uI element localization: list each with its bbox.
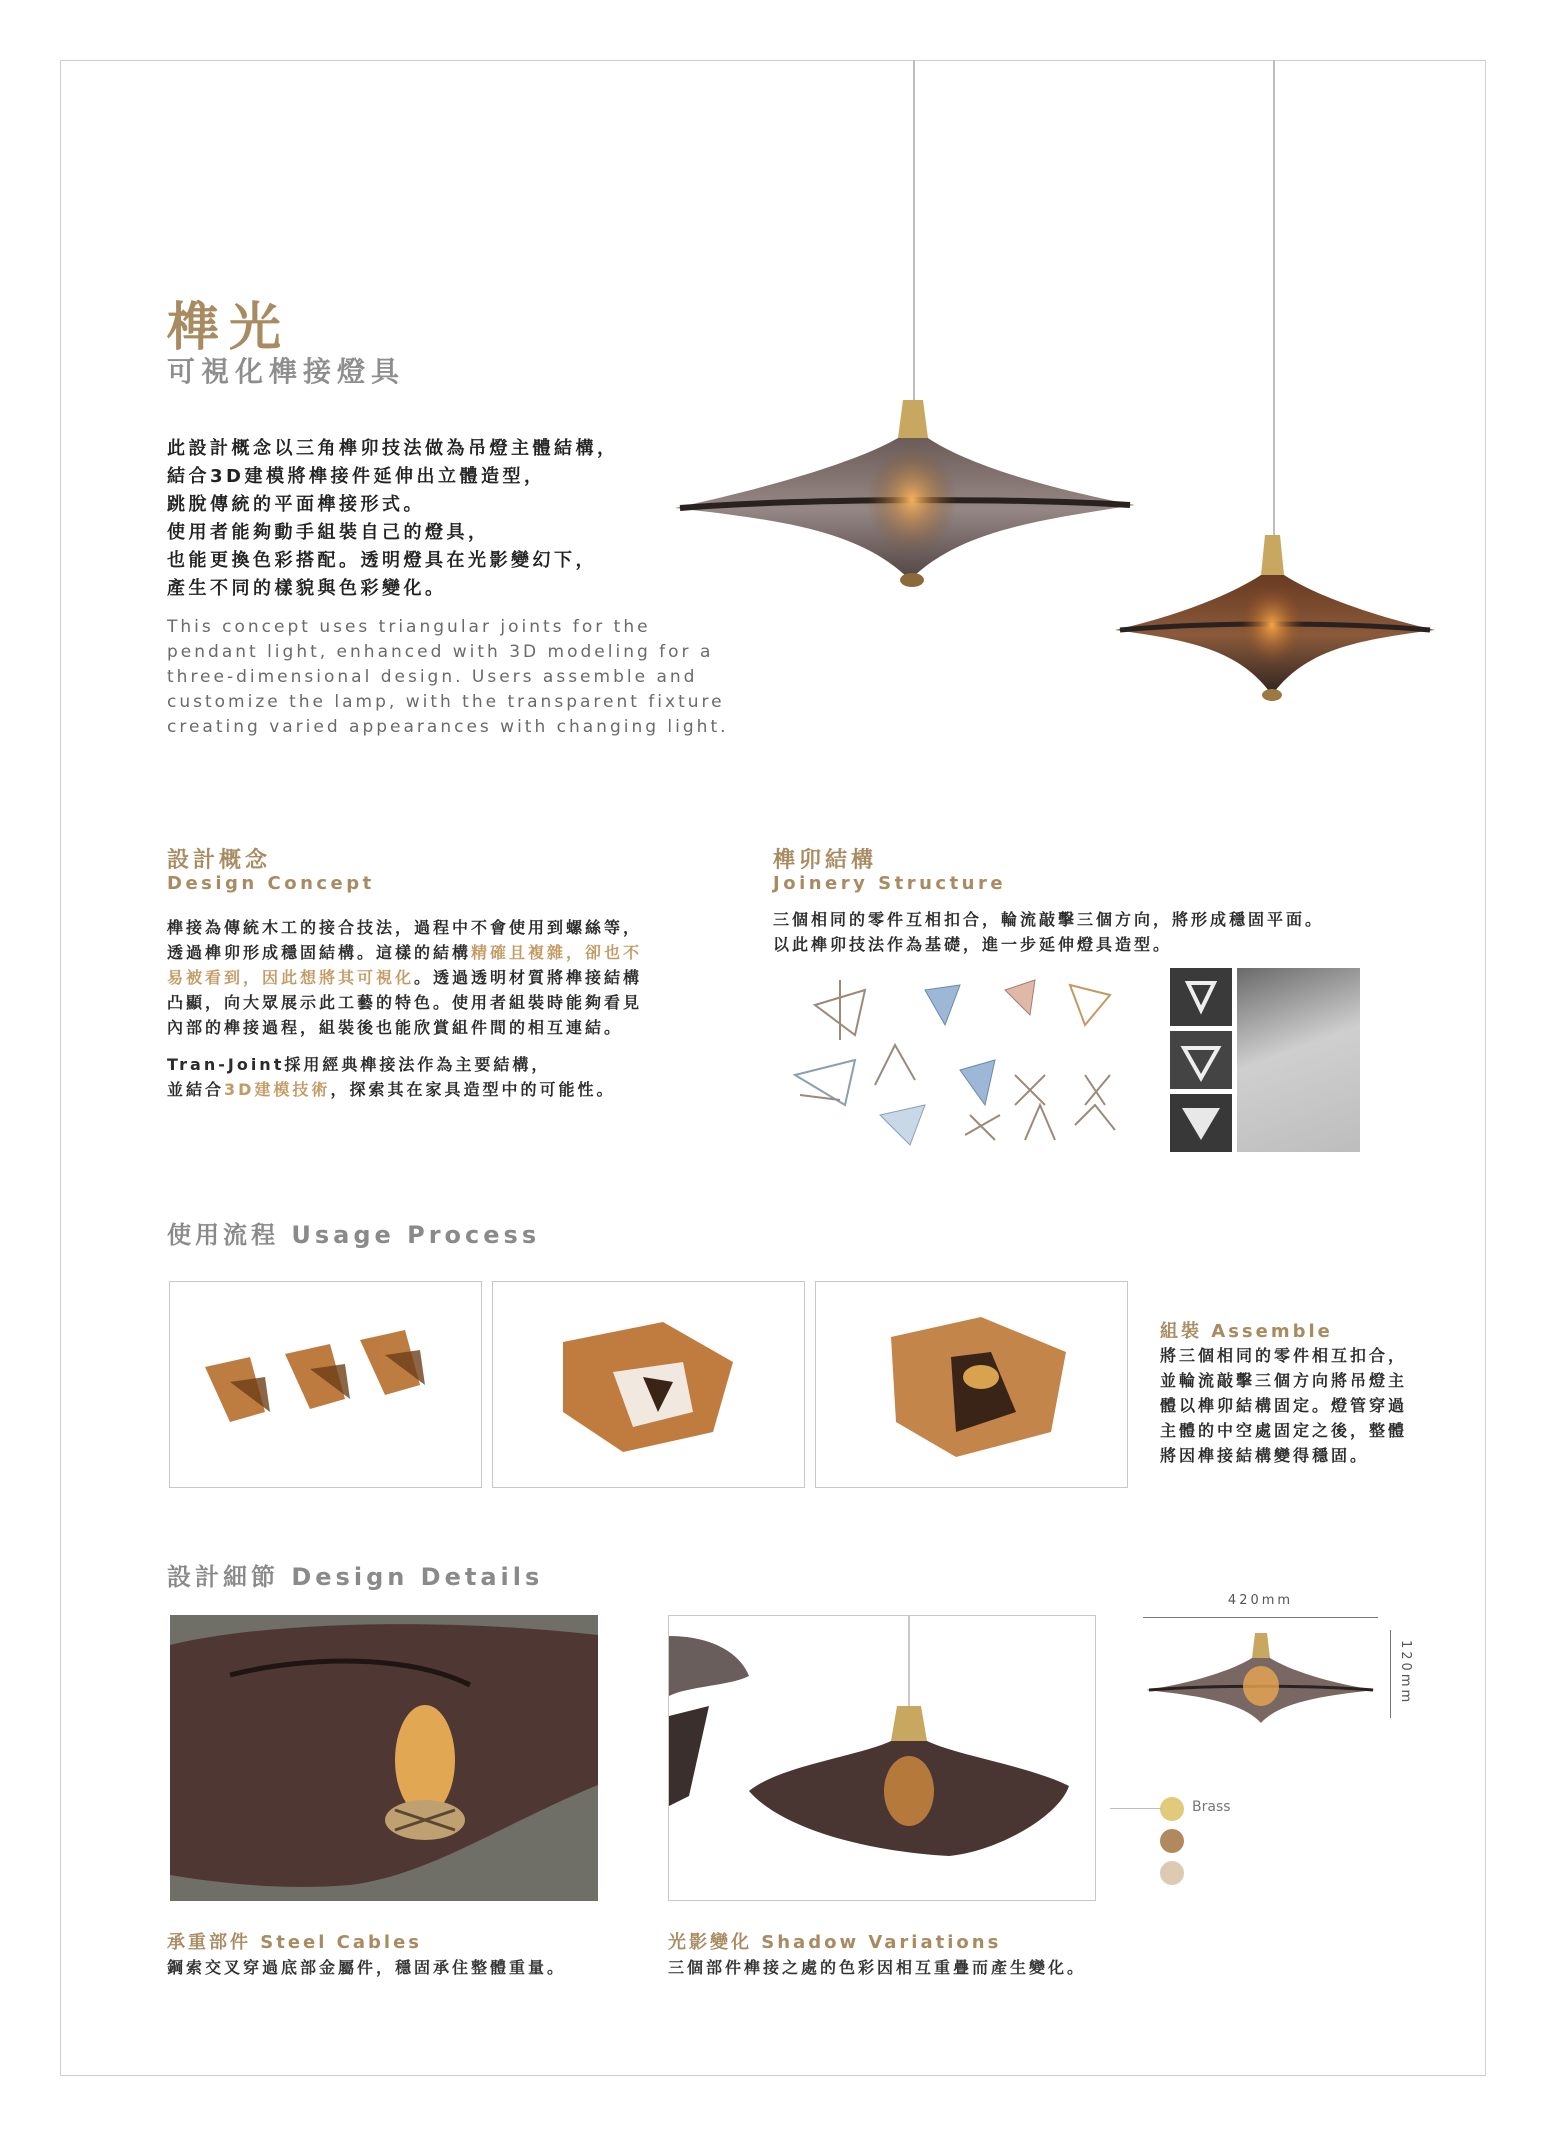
design-concept-title-en: Design Concept [167, 873, 375, 894]
joinery-title-en: Joinery Structure [773, 873, 1007, 894]
intro-zh-line: 跳脫傳統的平面榫接形式。 [167, 494, 425, 515]
intro-en-line: three-dimensional design. Users assemble and [167, 667, 698, 687]
shadow-variation-photo [668, 1615, 1096, 1901]
concept-line [167, 940, 642, 965]
assembled-illustration [816, 1282, 1128, 1488]
steel-cables-title: 承重部件 Steel Cables [167, 1932, 423, 1953]
height-dimension-line [1390, 1630, 1391, 1718]
intro-zh-line: 此設計概念以三角榫卯技法做為吊燈主體結構， [167, 438, 619, 459]
concept-line [167, 1052, 615, 1077]
intro-zh-line: 產生不同的樣貌與色彩變化。 [167, 578, 447, 599]
concept-text: ，探索其在家具造型中的可能性。 [330, 1080, 616, 1099]
joinery-prototype-photo [1237, 968, 1360, 1152]
swatch-champagne[interactable] [1160, 1861, 1184, 1885]
concept-highlight: 3D建模技術 [224, 1080, 331, 1099]
lamp-cable [1273, 60, 1275, 540]
concept-line [167, 915, 642, 940]
assemble-line: 將因榫接結構變得穩固。 [1160, 1446, 1370, 1465]
concept-text: 凸顯，向大眾展示此工藝的特色。使用者組裝時能夠看見 [167, 993, 643, 1012]
steel-cables-text: 鋼索交叉穿過底部金屬件，穩固承住整體重量。 [167, 1958, 567, 1977]
shadow-variations-title: 光影變化 Shadow Variations [668, 1932, 1002, 1953]
joinery-line: 以此榫卯技法作為基礎，進一步延伸燈具造型。 [773, 935, 1173, 954]
interlocking-illustration [493, 1282, 805, 1488]
joinery-line: 三個相同的零件互相扣合，輪流敲擊三個方向，將形成穩固平面。 [773, 910, 1325, 929]
joinery-title-zh: 榫卯結構 [773, 848, 878, 873]
lamp-cable [913, 60, 915, 405]
height-dimension-label: 120mm [1398, 1640, 1413, 1706]
assemble-text [1160, 1343, 1407, 1468]
assemble-line: 體以榫卯結構固定。燈管穿過 [1160, 1396, 1408, 1415]
shadow-variations-text: 三個部件榫接之處的色彩因相互重疊而產生變化。 [668, 1958, 1087, 1977]
dimension-lamp-image [1143, 1628, 1378, 1728]
intro-en-line: pendant light, enhanced with 3D modeling for a [167, 642, 714, 662]
intro-chinese [167, 435, 727, 603]
concept-text: 內部的榫接過程，組裝後也能欣賞組件間的相互連結。 [167, 1018, 624, 1037]
usage-photo-assembled [815, 1281, 1128, 1488]
details-section-title: 設計細節 Design Details [167, 1563, 544, 1591]
intro-zh-line: 使用者能夠動手組裝自己的燈具， [167, 522, 490, 543]
concept-text: Tran-Joint採用經典榫接法作為主要結構， [167, 1055, 551, 1074]
swatch-bronze[interactable] [1160, 1829, 1184, 1853]
steel-cable-detail-photo [170, 1615, 598, 1901]
pendant-lamp-large-image [660, 390, 1160, 610]
page-title: 榫光 [167, 298, 292, 358]
assemble-line: 並輪流敲擊三個方向將吊燈主 [1160, 1371, 1408, 1390]
swatch-brass[interactable] [1160, 1797, 1184, 1821]
intro-en-line: This concept uses triangular joints for the [167, 617, 651, 637]
page-subtitle: 可視化榫接燈具 [167, 355, 406, 388]
intro-english [167, 615, 747, 740]
concept-text: 榫接為傳統木工的接合技法，過程中不會使用到螺絲等， [167, 918, 643, 937]
joinery-thumbs-icons [1170, 968, 1232, 1152]
joinery-text [773, 907, 1324, 957]
assemble-line: 主體的中空處固定之後，整體 [1160, 1421, 1408, 1440]
design-concept-paragraph-1 [167, 915, 642, 1040]
intro-zh-line: 結合3D建模將榫接件延伸出立體造型， [167, 466, 546, 487]
design-concept-title-zh: 設計概念 [167, 848, 272, 873]
concept-line [167, 1015, 642, 1040]
swatch-leader-line [1110, 1808, 1162, 1809]
intro-en-line: customize the lamp, with the transparent fixture [167, 692, 725, 712]
pendant-lamp-small-image [1110, 530, 1440, 710]
concept-highlight: 精確且複雜，卻也不 [471, 943, 643, 962]
parts-illustration [170, 1282, 482, 1488]
usage-photo-interlocking [492, 1281, 805, 1488]
width-dimension-line [1143, 1617, 1378, 1618]
usage-photo-parts [169, 1281, 482, 1488]
swatch-label: Brass [1192, 1799, 1231, 1815]
concept-line [167, 965, 642, 990]
width-dimension-label: 420mm [1227, 1593, 1294, 1608]
detail-cable [908, 1616, 910, 1706]
usage-section-title: 使用流程 Usage Process [167, 1221, 541, 1249]
concept-highlight: 易被看到，因此想將其可視化 [167, 968, 415, 987]
concept-text: 並結合 [167, 1080, 225, 1099]
assemble-title: 組裝 Assemble [1160, 1321, 1333, 1342]
design-concept-paragraph-2 [167, 1052, 615, 1102]
concept-text: 透過榫卯形成穩固結構。這樣的結構 [167, 943, 472, 962]
concept-line [167, 990, 642, 1015]
intro-en-line: creating varied appearances with changing light. [167, 717, 729, 737]
concept-line [167, 1077, 615, 1102]
concept-text: 。透過透明材質將榫接結構 [414, 968, 643, 987]
joinery-sketches-image [785, 965, 1160, 1150]
steel-cable-illustration [170, 1615, 598, 1901]
intro-zh-line: 也能更換色彩搭配。透明燈具在光影變幻下， [167, 550, 597, 571]
assemble-line: 將三個相同的零件相互扣合， [1160, 1346, 1408, 1365]
shadow-variation-illustration [669, 1616, 1096, 1901]
